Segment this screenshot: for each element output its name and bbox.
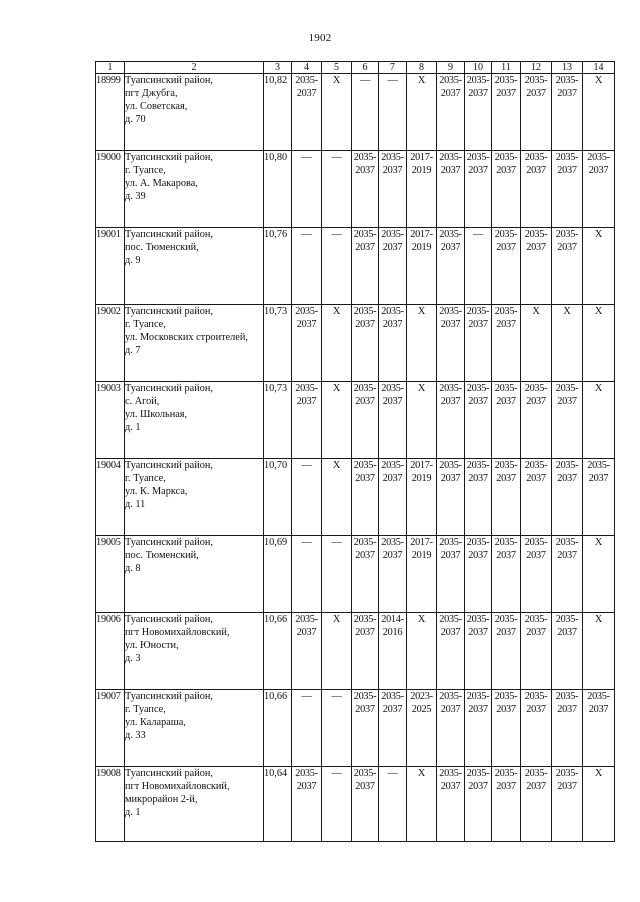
period-cell-col-9: 2035- 2037 — [437, 151, 465, 228]
period-cell-col-8: X — [407, 767, 437, 842]
period-cell-col-13: 2035- 2037 — [552, 151, 583, 228]
period-cell-col-6: 2035- 2037 — [352, 767, 379, 842]
period-cell-col-4: — — [292, 459, 322, 536]
period-cell-col-5: X — [322, 305, 352, 382]
address-line: микрорайон 2-й, — [125, 794, 198, 805]
period-cell-col-10: 2035- 2037 — [465, 74, 492, 151]
area-value: 10,73 — [264, 382, 292, 459]
record-number: 18999 — [96, 74, 125, 151]
area-value: 10,64 — [264, 767, 292, 842]
address-line: д. 3 — [125, 653, 141, 664]
period-cell-col-5: — — [322, 228, 352, 305]
address-line: ул. Московских строителей, — [125, 332, 248, 343]
address-line: Туапсинский район, — [125, 383, 213, 394]
column-header-11: 11 — [492, 62, 521, 74]
address-cell — [125, 382, 264, 459]
address-cell — [125, 690, 264, 767]
address-line: д. 7 — [125, 345, 141, 356]
address-line: ул. Юности, — [125, 640, 179, 651]
register-table — [95, 61, 615, 842]
period-cell-col-4: — — [292, 228, 322, 305]
period-cell-col-14: 2035- 2037 — [583, 151, 615, 228]
address-line: д. 39 — [125, 191, 146, 202]
address-line: Туапсинский район, — [125, 152, 213, 163]
period-cell-col-9: 2035- 2037 — [437, 536, 465, 613]
period-cell-col-7: 2035- 2037 — [379, 305, 407, 382]
column-header-13: 13 — [552, 62, 583, 74]
period-cell-col-10: 2035- 2037 — [465, 690, 492, 767]
period-cell-col-13: 2035- 2037 — [552, 613, 583, 690]
table-row — [96, 382, 615, 459]
table-row — [96, 228, 615, 305]
period-cell-col-13: 2035- 2037 — [552, 690, 583, 767]
period-cell-col-7: — — [379, 767, 407, 842]
column-header-12: 12 — [521, 62, 552, 74]
period-cell-col-14: 2035- 2037 — [583, 459, 615, 536]
column-header-2: 2 — [125, 62, 264, 74]
period-cell-col-6: 2035- 2037 — [352, 459, 379, 536]
address-line: д. 1 — [125, 807, 141, 818]
period-cell-col-12: X — [521, 305, 552, 382]
period-cell-col-9: 2035- 2037 — [437, 767, 465, 842]
column-header-4: 4 — [292, 62, 322, 74]
period-cell-col-11: 2035- 2037 — [492, 382, 521, 459]
period-cell-col-8: 2017- 2019 — [407, 459, 437, 536]
period-cell-col-4: 2035- 2037 — [292, 767, 322, 842]
period-cell-col-12: 2035- 2037 — [521, 228, 552, 305]
period-cell-col-7: 2035- 2037 — [379, 151, 407, 228]
period-cell-col-13: 2035- 2037 — [552, 228, 583, 305]
period-cell-col-10: 2035- 2037 — [465, 536, 492, 613]
address-line: Туапсинский район, — [125, 460, 213, 471]
period-cell-col-5: — — [322, 151, 352, 228]
period-cell-col-4: 2035- 2037 — [292, 74, 322, 151]
period-cell-col-6: 2035- 2037 — [352, 613, 379, 690]
period-cell-col-10: 2035- 2037 — [465, 305, 492, 382]
period-cell-col-7: 2014- 2016 — [379, 613, 407, 690]
period-cell-col-4: — — [292, 151, 322, 228]
period-cell-col-14: X — [583, 613, 615, 690]
period-cell-col-11: 2035- 2037 — [492, 151, 521, 228]
period-cell-col-14: X — [583, 305, 615, 382]
period-cell-col-5: X — [322, 74, 352, 151]
record-number: 19004 — [96, 459, 125, 536]
table-row — [96, 767, 615, 842]
period-cell-col-12: 2035- 2037 — [521, 767, 552, 842]
address-line: г. Туапсе, — [125, 473, 166, 484]
period-cell-col-5: X — [322, 459, 352, 536]
period-cell-col-12: 2035- 2037 — [521, 459, 552, 536]
period-cell-col-11: 2035- 2037 — [492, 459, 521, 536]
period-cell-col-10: 2035- 2037 — [465, 613, 492, 690]
period-cell-col-6: 2035- 2037 — [352, 382, 379, 459]
period-cell-col-12: 2035- 2037 — [521, 151, 552, 228]
period-cell-col-4: 2035- 2037 — [292, 613, 322, 690]
period-cell-col-8: X — [407, 613, 437, 690]
period-cell-col-8: 2017- 2019 — [407, 228, 437, 305]
address-cell — [125, 536, 264, 613]
area-value: 10,70 — [264, 459, 292, 536]
period-cell-col-7: — — [379, 74, 407, 151]
period-cell-col-14: X — [583, 382, 615, 459]
period-cell-col-13: 2035- 2037 — [552, 74, 583, 151]
period-cell-col-11: 2035- 2037 — [492, 690, 521, 767]
column-header-3: 3 — [264, 62, 292, 74]
address-line: Туапсинский район, — [125, 75, 213, 86]
page-number: 1902 — [308, 32, 332, 44]
period-cell-col-9: 2035- 2037 — [437, 613, 465, 690]
period-cell-col-13: 2035- 2037 — [552, 382, 583, 459]
column-number-header — [96, 62, 615, 74]
period-cell-col-9: 2035- 2037 — [437, 228, 465, 305]
period-cell-col-11: 2035- 2037 — [492, 536, 521, 613]
table-row — [96, 74, 615, 151]
period-cell-col-8: X — [407, 305, 437, 382]
column-header-1: 1 — [96, 62, 125, 74]
address-line: г. Туапсе, — [125, 319, 166, 330]
record-number: 19006 — [96, 613, 125, 690]
period-cell-col-5: X — [322, 613, 352, 690]
period-cell-col-6: — — [352, 74, 379, 151]
table-row — [96, 305, 615, 382]
period-cell-col-4: — — [292, 690, 322, 767]
address-line: Туапсинский район, — [125, 691, 213, 702]
period-cell-col-10: 2035- 2037 — [465, 459, 492, 536]
period-cell-col-14: X — [583, 536, 615, 613]
address-line: г. Туапсе, — [125, 704, 166, 715]
address-line: г. Туапсе, — [125, 165, 166, 176]
address-line: д. 33 — [125, 730, 146, 741]
period-cell-col-13: 2035- 2037 — [552, 767, 583, 842]
period-cell-col-4: — — [292, 536, 322, 613]
period-cell-col-14: X — [583, 228, 615, 305]
record-number: 19001 — [96, 228, 125, 305]
header-row — [96, 62, 615, 74]
period-cell-col-12: 2035- 2037 — [521, 613, 552, 690]
address-line: д. 8 — [125, 563, 141, 574]
address-line: пгт Джубга, — [125, 88, 178, 99]
period-cell-col-11: 2035- 2037 — [492, 74, 521, 151]
address-line: Туапсинский район, — [125, 537, 213, 548]
period-cell-col-13: 2035- 2037 — [552, 536, 583, 613]
table-body — [96, 74, 615, 842]
period-cell-col-10: 2035- 2037 — [465, 151, 492, 228]
address-line: Туапсинский район, — [125, 614, 213, 625]
period-cell-col-6: 2035- 2037 — [352, 690, 379, 767]
period-cell-col-8: 2023- 2025 — [407, 690, 437, 767]
period-cell-col-10: 2035- 2037 — [465, 767, 492, 842]
period-cell-col-11: 2035- 2037 — [492, 228, 521, 305]
record-number: 19005 — [96, 536, 125, 613]
address-line: ул. А. Макарова, — [125, 178, 198, 189]
address-line: ул. Школьная, — [125, 409, 188, 420]
period-cell-col-10: 2035- 2037 — [465, 382, 492, 459]
address-cell — [125, 305, 264, 382]
address-line: пос. Тюменский, — [125, 242, 199, 253]
period-cell-col-9: 2035- 2037 — [437, 382, 465, 459]
period-cell-col-8: X — [407, 382, 437, 459]
period-cell-col-5: — — [322, 767, 352, 842]
address-cell — [125, 613, 264, 690]
period-cell-col-6: 2035- 2037 — [352, 536, 379, 613]
period-cell-col-11: 2035- 2037 — [492, 613, 521, 690]
period-cell-col-7: 2035- 2037 — [379, 690, 407, 767]
area-value: 10,76 — [264, 228, 292, 305]
period-cell-col-5: X — [322, 382, 352, 459]
address-line: Туапсинский район, — [125, 306, 213, 317]
period-cell-col-4: 2035- 2037 — [292, 382, 322, 459]
period-cell-col-8: 2017- 2019 — [407, 151, 437, 228]
period-cell-col-12: 2035- 2037 — [521, 690, 552, 767]
area-value: 10,66 — [264, 690, 292, 767]
period-cell-col-9: 2035- 2037 — [437, 459, 465, 536]
table-row — [96, 151, 615, 228]
column-header-10: 10 — [465, 62, 492, 74]
period-cell-col-6: 2035- 2037 — [352, 228, 379, 305]
table-row — [96, 613, 615, 690]
record-number: 19008 — [96, 767, 125, 842]
period-cell-col-7: 2035- 2037 — [379, 228, 407, 305]
address-cell — [125, 74, 264, 151]
column-header-9: 9 — [437, 62, 465, 74]
address-line: ул. Советская, — [125, 101, 188, 112]
period-cell-col-11: 2035- 2037 — [492, 767, 521, 842]
address-line: Туапсинский район, — [125, 229, 213, 240]
record-number: 19002 — [96, 305, 125, 382]
period-cell-col-12: 2035- 2037 — [521, 536, 552, 613]
column-header-8: 8 — [407, 62, 437, 74]
area-value: 10,66 — [264, 613, 292, 690]
period-cell-col-4: 2035- 2037 — [292, 305, 322, 382]
area-value: 10,80 — [264, 151, 292, 228]
column-header-7: 7 — [379, 62, 407, 74]
period-cell-col-9: 2035- 2037 — [437, 305, 465, 382]
area-value: 10,73 — [264, 305, 292, 382]
column-header-6: 6 — [352, 62, 379, 74]
period-cell-col-14: 2035- 2037 — [583, 690, 615, 767]
period-cell-col-10: — — [465, 228, 492, 305]
address-line: д. 11 — [125, 499, 146, 510]
address-cell — [125, 767, 264, 842]
address-line: с. Агой, — [125, 396, 160, 407]
record-number: 19007 — [96, 690, 125, 767]
period-cell-col-7: 2035- 2037 — [379, 536, 407, 613]
address-line: пос. Тюменский, — [125, 550, 199, 561]
period-cell-col-9: 2035- 2037 — [437, 690, 465, 767]
period-cell-col-13: 2035- 2037 — [552, 459, 583, 536]
period-cell-col-6: 2035- 2037 — [352, 305, 379, 382]
table-row — [96, 690, 615, 767]
period-cell-col-7: 2035- 2037 — [379, 382, 407, 459]
table-row — [96, 536, 615, 613]
record-number: 19003 — [96, 382, 125, 459]
area-value: 10,69 — [264, 536, 292, 613]
period-cell-col-12: 2035- 2037 — [521, 382, 552, 459]
address-line: ул. К. Маркса, — [125, 486, 188, 497]
address-line: ул. Калараша, — [125, 717, 186, 728]
period-cell-col-7: 2035- 2037 — [379, 459, 407, 536]
address-cell — [125, 459, 264, 536]
area-value: 10,82 — [264, 74, 292, 151]
period-cell-col-14: X — [583, 767, 615, 842]
address-line: д. 70 — [125, 114, 146, 125]
period-cell-col-11: 2035- 2037 — [492, 305, 521, 382]
column-header-14: 14 — [583, 62, 615, 74]
address-line: пгт Новомихайловский, — [125, 627, 230, 638]
address-line: Туапсинский район, — [125, 768, 213, 779]
period-cell-col-6: 2035- 2037 — [352, 151, 379, 228]
address-line: д. 1 — [125, 422, 141, 433]
period-cell-col-8: X — [407, 74, 437, 151]
table-row — [96, 459, 615, 536]
address-cell — [125, 228, 264, 305]
address-line: пгт Новомихайловский, — [125, 781, 230, 792]
address-line: д. 9 — [125, 255, 141, 266]
period-cell-col-14: X — [583, 74, 615, 151]
period-cell-col-8: 2017- 2019 — [407, 536, 437, 613]
period-cell-col-9: 2035- 2037 — [437, 74, 465, 151]
period-cell-col-12: 2035- 2037 — [521, 74, 552, 151]
period-cell-col-5: — — [322, 690, 352, 767]
column-header-5: 5 — [322, 62, 352, 74]
period-cell-col-13: X — [552, 305, 583, 382]
period-cell-col-5: — — [322, 536, 352, 613]
record-number: 19000 — [96, 151, 125, 228]
address-cell — [125, 151, 264, 228]
